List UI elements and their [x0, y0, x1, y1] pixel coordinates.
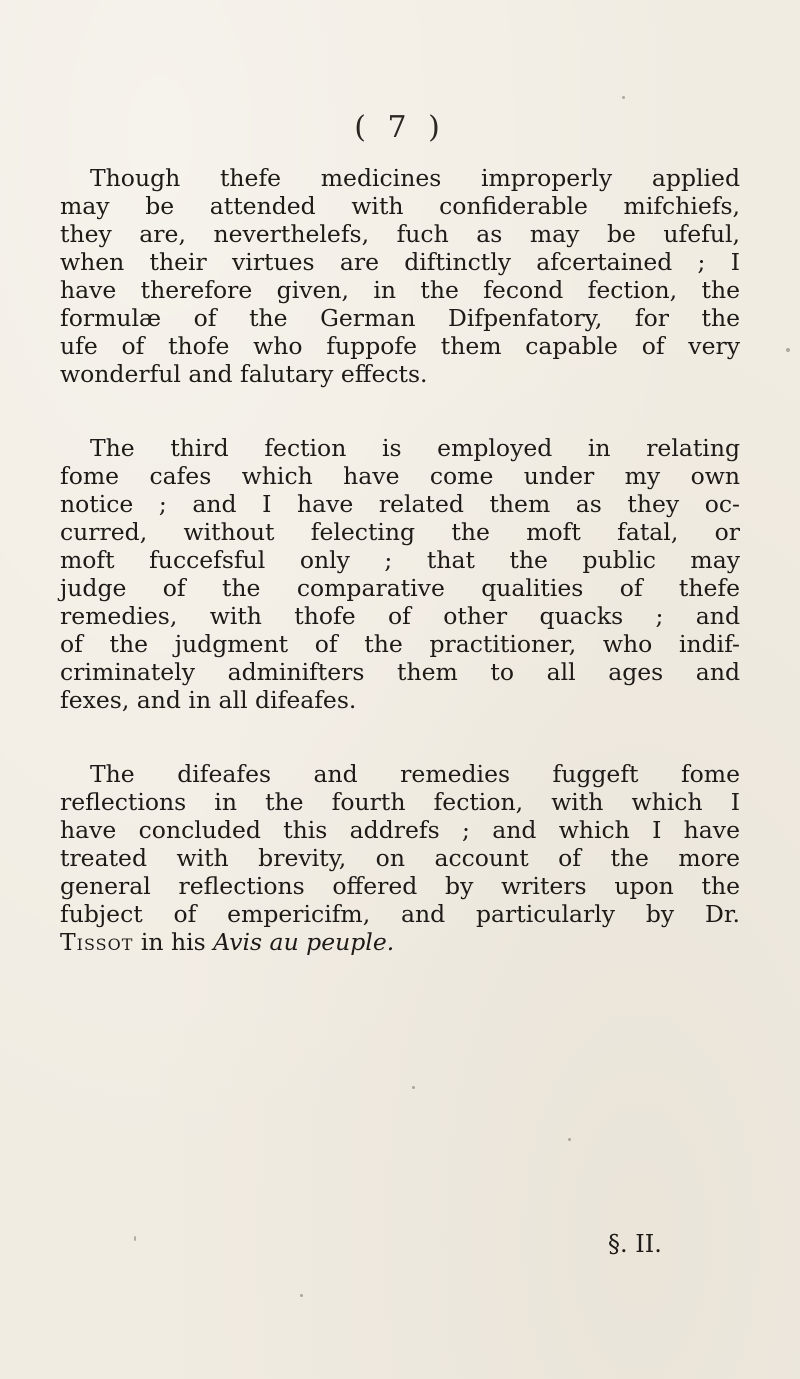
- text-line: criminately adminifters them to all ages and: [60, 658, 740, 686]
- text-line: moft fuccefsful only ; that the public may: [60, 546, 740, 574]
- text-line: may be attended with confiderable mifchiefs,: [60, 192, 740, 220]
- text-line: fexes, and in all difeafes.: [60, 686, 357, 714]
- paper-speck: [568, 1138, 571, 1141]
- book-title: Avis au peuple.: [213, 928, 395, 956]
- text-line: wonderful and falutary effects.: [60, 360, 428, 388]
- paragraph-2: [60, 434, 740, 714]
- text-line: general reflections offered by writers upon the: [60, 872, 740, 900]
- text-line: of the judgment of the practitioner, who indif-: [60, 630, 740, 658]
- paper-speck: [134, 1236, 136, 1241]
- text-line: when their virtues are diftinctly afcertained ; I: [60, 248, 740, 276]
- text-line: fome cafes which have come under my own: [60, 462, 740, 490]
- author-name: Tissot: [60, 928, 134, 956]
- text-fragment: in his: [133, 928, 214, 956]
- text-line-final: [60, 928, 740, 956]
- text-line: they are, neverthelefs, fuch as may be ufeful,: [60, 220, 740, 248]
- paragraph-1: [60, 164, 740, 388]
- page-number: ( 7 ): [354, 110, 446, 145]
- text-line: Though thefe medicines improperly applied: [90, 164, 740, 192]
- paper-speck: [412, 1086, 415, 1089]
- text-line: curred, without felecting the moft fatal, or: [60, 518, 740, 546]
- paragraph-3: [60, 760, 740, 956]
- paper-speck: [786, 348, 790, 352]
- text-line: remedies, with thofe of other quacks ; and: [60, 602, 740, 630]
- text-line: ufe of thofe who fuppofe them capable of very: [60, 332, 740, 360]
- text-line: notice ; and I have related them as they oc-: [60, 490, 740, 518]
- text-line: have therefore given, in the fecond fection, the: [60, 276, 740, 304]
- text-line: formulæ of the German Difpenfatory, for the: [60, 304, 740, 332]
- text-line: treated with brevity, on account of the more: [60, 844, 740, 872]
- text-line: fubject of empericifm, and particularly by Dr.: [60, 900, 740, 928]
- text-line: judge of the comparative qualities of thefe: [60, 574, 740, 602]
- paper-speck: [622, 96, 625, 99]
- text-line: reflections in the fourth fection, with which I: [60, 788, 740, 816]
- text-line: The difeafes and remedies fuggeft fome: [90, 760, 740, 788]
- paper-speck: [300, 1294, 303, 1297]
- catchword: §. II.: [608, 1230, 662, 1258]
- text-line: The third fection is employed in relating: [90, 434, 740, 462]
- text-line: have concluded this addrefs ; and which I have: [60, 816, 740, 844]
